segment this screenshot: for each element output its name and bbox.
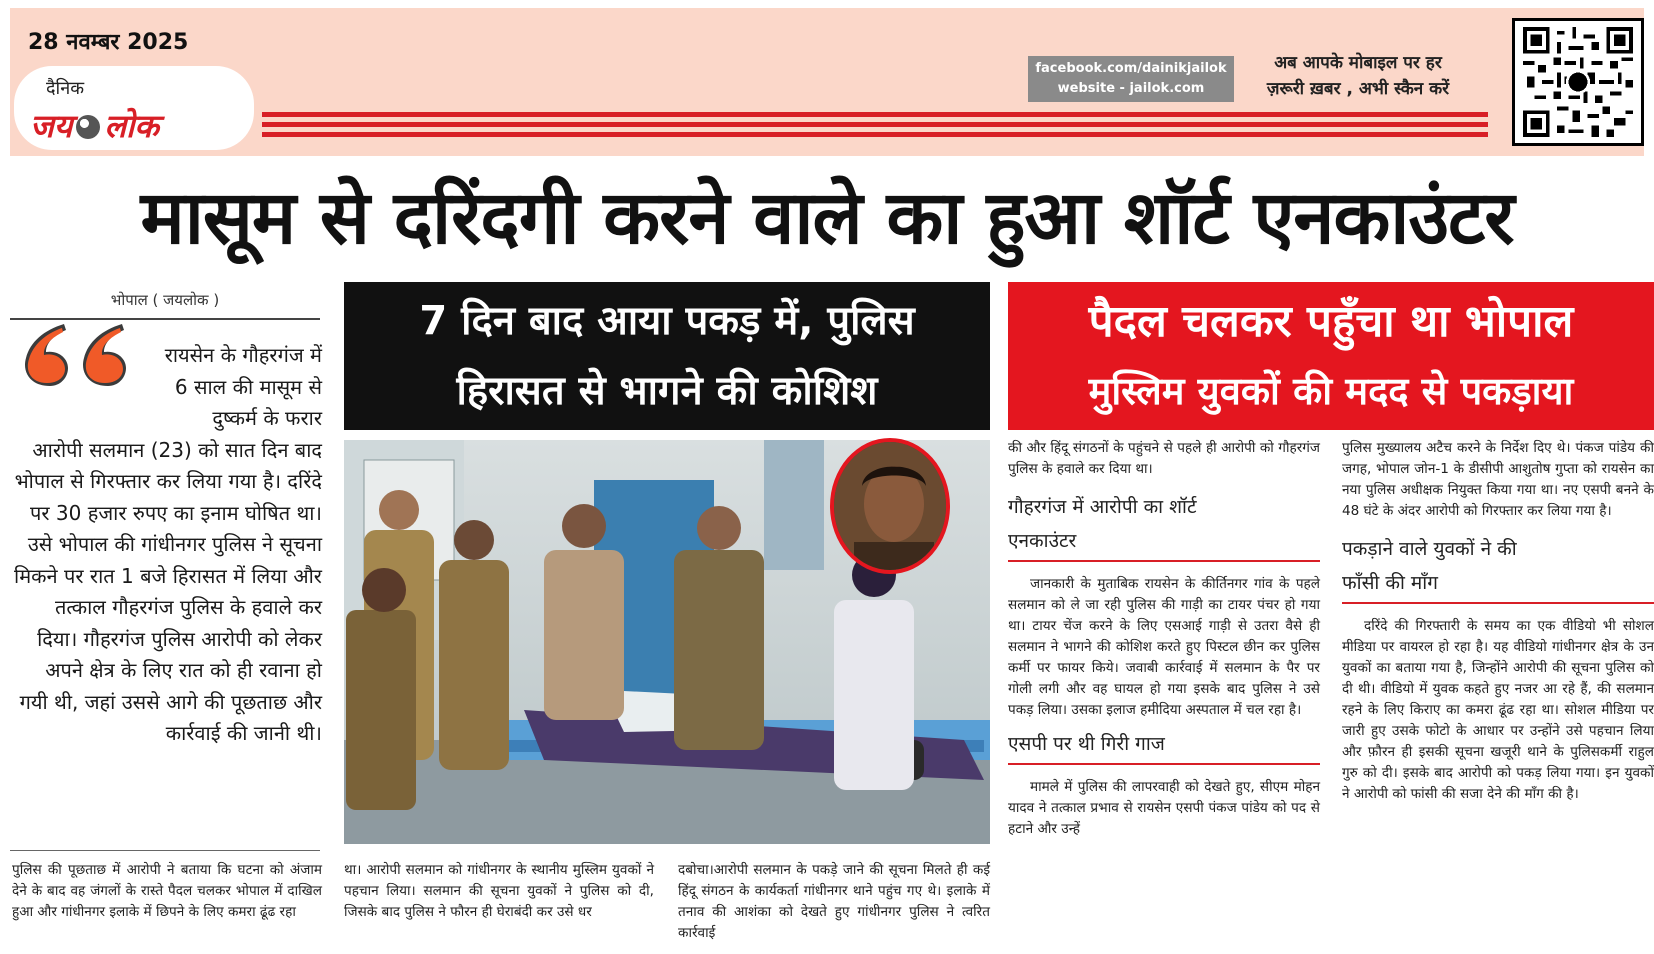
column-4-heading-1-rule xyxy=(1008,560,1320,562)
masthead xyxy=(0,0,1654,160)
column-4-heading-2-rule xyxy=(1008,763,1320,765)
column-5 xyxy=(1342,438,1654,805)
logo-word-right: लोक xyxy=(104,107,159,145)
column-5-heading: पकड़ाने वाले युवकों ने की फाँसी की माँग xyxy=(1342,538,1517,594)
column-2-text: था। आरोपी सलमान को गांधीनगर के स्थानीय मुस्लिम युवकों ने पहचान लिया। सलमान की सूचना युवकों ने पुलिस को दी, जिसके बाद पुलिस ने फौरन ही घेराबंदी कर उसे धर xyxy=(344,862,654,920)
logo-prefix: दैनिक xyxy=(46,78,85,99)
newspaper-logo xyxy=(30,104,159,147)
qr-code-icon xyxy=(1512,18,1644,146)
scan-promo-line1: अब आपके मोबाइल पर हर xyxy=(1274,53,1442,73)
facebook-link: facebook.com/dainikjailok xyxy=(1035,61,1227,76)
column-4-para-2: मामले में पुलिस की लापरवाही को देखते हुए, सीएम मोहन यादव ने तत्काल प्रभाव से रायसेन एसपी पंकज पांडेय को पद से हटाने और उन्हें xyxy=(1008,779,1320,837)
social-links-box xyxy=(1028,56,1234,102)
column-4-para-1: जानकारी के मुताबिक रायसेन के कीर्तिनगर गांव के पहले सलमान को ले जा रही पुलिस की गाड़ी का टायर पंचर हो गया था। टायर चेंज करने के लिए एसआई गाड़ी से उतरा वैसे ही सलमान ने भागने की कोशिश करते हुए पिस्टल छीन कर पुलिस कर्मी पर फायर किये। जवाबी कार्रवाई में सलमान के पैर पर गोली लगी और वह घायल हो गया इसके बाद पुलिस ने उसे पकड़ लिया। उसका इलाज हमीदिया अस्पताल में चल रहा है। xyxy=(1008,576,1320,718)
column-3 xyxy=(678,860,990,944)
column-1 xyxy=(12,860,322,923)
accused-portrait xyxy=(830,438,950,574)
subhead-red-line2: मुस्लिम युवकों की मदद से पकड़ाया xyxy=(1088,369,1574,413)
lead-paragraph xyxy=(12,340,322,850)
column-4 xyxy=(1008,438,1320,840)
column-2 xyxy=(344,860,654,923)
subhead-black-line1: 7 दिन बाद आया पकड़ में, पुलिस xyxy=(419,298,915,344)
main-headline: मासूम से दरिंदगी करने वाले का हुआ शॉर्ट एनकाउंटर xyxy=(140,175,1514,261)
column-4-heading-1: गौहरगंज में आरोपी का शॉर्ट एनकाउंटर xyxy=(1008,496,1197,552)
column-4-intro: की और हिंदू संगठनों के पहुंचने से पहले ही आरोपी को गौहरगंज पुलिस के हवाले कर दिया था। xyxy=(1008,440,1320,477)
column-1-text: पुलिस की पूछताछ में आरोपी ने बताया कि घटना को अंजाम देने के बाद वह जंगलों के रास्ते पैदल चलकर भोपाल में दाखिल हुआ और गांधीनगर इलाके में छिपने के लिए कमरा ढूंढ रहा xyxy=(12,862,322,920)
lead-bottom-rule xyxy=(10,850,320,851)
column-5-para: दरिंदे की गिरफ्तारी के समय का एक वीडियो भी सोशल मीडिया पर वायरल हो रहा है। यह वीडियो गांधीनगर क्षेत्र के उन युवकों का बताया गया है, जिन्होंने आरोपी की सूचना पुलिस को दी थी। वीडियो में युवक कहते हुए नजर आ रहे हैं, की सलमान रहने के लिए किराए का कमरा ढूंढ रहा था। सोशल मीडिया पर जारी हुए उसके फोटो के आधार पर उन्होंने उसे पहचान लिया और फ़ौरन ही इसकी सूचना खजूरी थाने के पुलिसकर्मी राहुल गुरु को दी। इसके बाद आरोपी को पकड़ लिया गया। इन युवकों ने आरोपी को फांसी की सजा देने की माँग की है। xyxy=(1342,618,1654,802)
subhead-black-line2: हिरासत से भागने की कोशिश xyxy=(456,368,878,414)
scan-promo-line2: ज़रूरी ख़बर , अभी स्कैन करें xyxy=(1266,79,1450,99)
globe-icon xyxy=(76,115,100,139)
column-4-heading-2: एसपी पर थी गिरी गाज xyxy=(1008,733,1165,755)
quote-spacer xyxy=(12,340,162,430)
scan-promo xyxy=(1258,50,1458,102)
dateline: भोपाल ( जयलोक ) xyxy=(110,291,220,309)
subhead-red-box xyxy=(1008,282,1654,430)
logo-word-left: जय xyxy=(30,107,73,145)
column-5-intro: पुलिस मुख्यालय अटैच करने के निर्देश दिए थे। पंकज पांडेय की जगह, भोपाल जोन-1 के डीसीपी आशुतोष गुप्ता को रायसेन का नया पुलिस अधीक्षक नियुक्त किया गया था। नए एसपी बनने के 48 घंटे के अंदर आरोपी को गिरफ्तार कर लिया गया है। xyxy=(1342,440,1654,519)
subhead-red-line1: पैदल चलकर पहुँचा था भोपाल xyxy=(1088,296,1574,347)
column-5-heading-rule xyxy=(1342,602,1654,604)
column-3-text: दबोचा।आरोपी सलमान के पकड़े जाने की सूचना मिलते ही कई हिंदू संगठन के कार्यकर्ता गांधीनगर थाने पहुंच गए थे। इलाके में तनाव की आशंका को देखते हुए गांधीनगर पुलिस ने त्वरित कार्रवाई xyxy=(678,862,990,941)
issue-date: 28 नवम्बर 2025 xyxy=(28,30,189,55)
masthead-red-rules xyxy=(262,112,1488,138)
website-link: website - jailok.com xyxy=(1057,81,1205,96)
subhead-black-box xyxy=(344,282,990,430)
lead-text: रायसेन के गौहरगंज में 6 साल की मासूम से दुष्कर्म के फरार आरोपी सलमान (23) को सात दिन बाद भोपाल से गिरफ्तार कर लिया गया है। दरिंदे पर 30 हजार रुपए का इनाम घोषित था। उसे भोपाल की गांधीनगर पुलिस ने सूचना मिकने पर रात 1 बजे हिरासत में लिया और तत्काल गौहरगंज पुलिस के हवाले कर दिया। गौहरगंज पुलिस आरोपी को लेकर अपने क्षेत्र के लिए रात को ही रवाना हो गयी थी, जहां उससे आगे की पूछताछ और कार्रवाई की जानी थी। xyxy=(14,343,322,745)
